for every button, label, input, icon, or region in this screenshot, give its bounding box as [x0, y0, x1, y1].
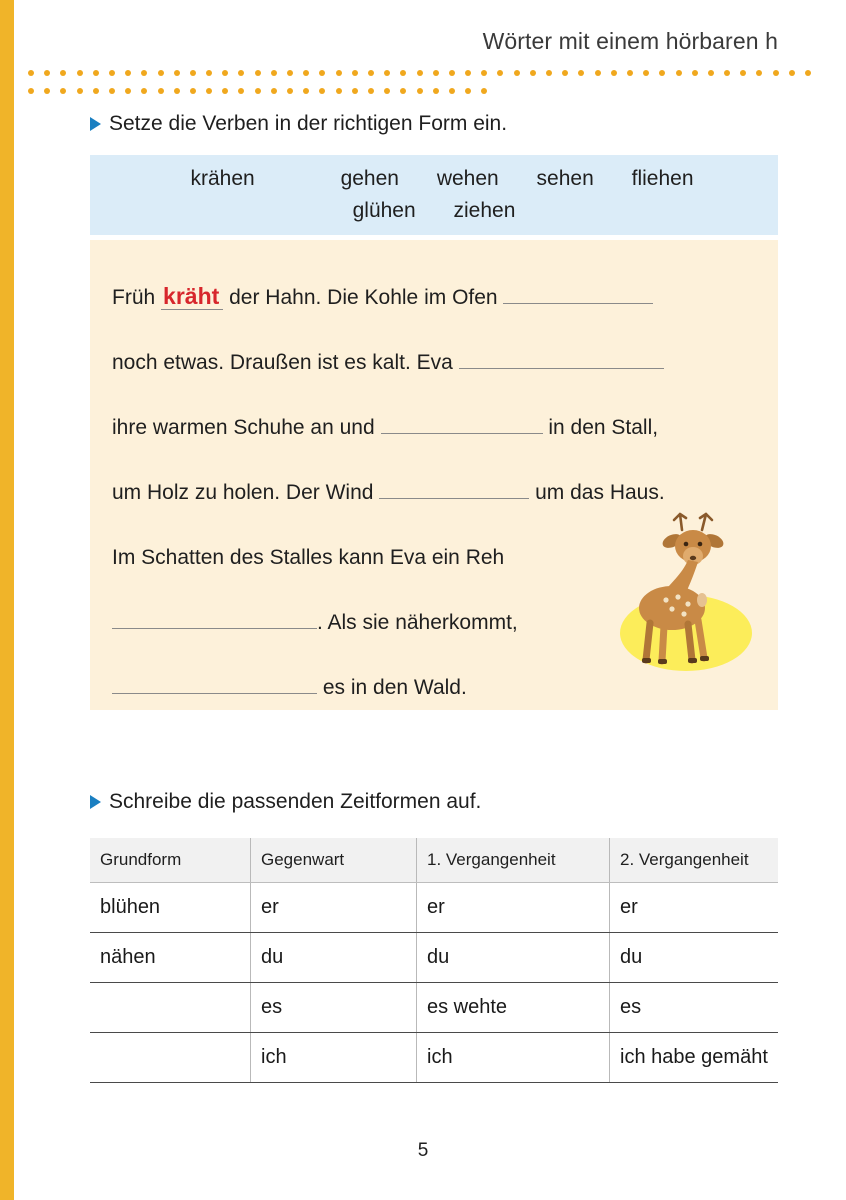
dot: [125, 70, 131, 76]
dot: [44, 70, 50, 76]
dot: [449, 88, 455, 94]
dot: [595, 70, 601, 76]
cloze-textbox: [90, 240, 778, 710]
word-fliehen[interactable]: fliehen: [631, 167, 694, 190]
dot: [174, 70, 180, 76]
dot: [708, 70, 714, 76]
cloze-segment-2: der Hahn. Die Kohle im Ofen: [229, 286, 498, 309]
column-header-2-vergangenheit: 2. Vergangenheit: [610, 838, 779, 883]
word-ziehen[interactable]: ziehen: [453, 199, 516, 222]
dot: [303, 70, 309, 76]
dot: [109, 88, 115, 94]
dot: [805, 70, 811, 76]
dot: [44, 88, 50, 94]
dot: [77, 88, 83, 94]
cell-2-vergangenheit[interactable]: es: [610, 983, 779, 1033]
deer-icon: [610, 508, 760, 678]
cell-2-vergangenheit[interactable]: er: [610, 883, 779, 933]
tenses-table: [90, 838, 778, 1083]
word-wehen[interactable]: wehen: [436, 167, 499, 190]
cloze-segment-4: ihre warmen Schuhe an und: [112, 416, 375, 439]
dotted-divider: [28, 70, 826, 76]
page-number: 5: [417, 1140, 429, 1161]
word-krähen-struck[interactable]: [175, 167, 303, 191]
dot: [433, 88, 439, 94]
dot: [60, 88, 66, 94]
cell-2-vergangenheit[interactable]: ich habe gemäht: [610, 1033, 779, 1083]
dot: [724, 70, 730, 76]
dot: [465, 88, 471, 94]
dot: [255, 88, 261, 94]
dot: [60, 70, 66, 76]
dot: [384, 88, 390, 94]
dot: [643, 70, 649, 76]
dot: [141, 88, 147, 94]
cloze-blank-5[interactable]: [112, 604, 317, 629]
table-header: [90, 838, 778, 883]
cell-1-vergangenheit[interactable]: ich: [417, 1033, 610, 1083]
triangle-bullet-icon: [90, 795, 101, 809]
table-body: [90, 883, 778, 1083]
dot: [222, 88, 228, 94]
dot: [319, 88, 325, 94]
dot: [255, 70, 261, 76]
dot: [287, 70, 293, 76]
dot: [174, 88, 180, 94]
cell-gegenwart[interactable]: er: [251, 883, 417, 933]
dot: [514, 70, 520, 76]
cloze-segment-8: Im Schatten des Stalles kann Eva ein Reh: [112, 546, 505, 569]
cloze-segment-3: noch etwas. Draußen ist es kalt. Eva: [112, 351, 453, 374]
page-title: Wörter mit einem hörbaren h: [482, 28, 778, 54]
task-2-label: Schreibe die passenden Zeitformen auf.: [109, 790, 482, 813]
cloze-segment-1: Früh: [112, 286, 156, 309]
dot: [497, 70, 503, 76]
dot: [336, 70, 342, 76]
triangle-bullet-icon: [90, 117, 101, 131]
task-1: [90, 112, 507, 136]
dot: [238, 88, 244, 94]
dot: [578, 70, 584, 76]
table-row: [90, 883, 778, 933]
column-header-1-vergangenheit: 1. Vergangenheit: [417, 838, 610, 883]
word-label: krähen: [190, 167, 255, 190]
cell-gegenwart[interactable]: du: [251, 933, 417, 983]
dot: [190, 70, 196, 76]
dot: [319, 70, 325, 76]
dot: [141, 70, 147, 76]
dot: [773, 70, 779, 76]
dot: [400, 70, 406, 76]
cloze-blank-2[interactable]: [459, 344, 664, 369]
dot: [368, 88, 374, 94]
dot: [238, 70, 244, 76]
dot: [384, 70, 390, 76]
dot: [546, 70, 552, 76]
dot: [692, 70, 698, 76]
dot: [206, 70, 212, 76]
dot: [352, 88, 358, 94]
cloze-blank-6[interactable]: [112, 669, 317, 694]
dot: [303, 88, 309, 94]
cell-1-vergangenheit[interactable]: es wehte: [417, 983, 610, 1033]
deer-illustration: [610, 508, 760, 678]
dot: [789, 70, 795, 76]
dot: [336, 88, 342, 94]
word-bank: [90, 155, 778, 235]
table-row: [90, 933, 778, 983]
dot: [400, 88, 406, 94]
cloze-answer-filled[interactable]: kräht: [161, 283, 223, 310]
dot: [740, 70, 746, 76]
dot: [465, 70, 471, 76]
dot: [481, 88, 487, 94]
cloze-segment-10: es in den Wald.: [322, 676, 467, 699]
dot: [627, 70, 633, 76]
dot: [562, 70, 568, 76]
cloze-segment-9: . Als sie näherkommt,: [317, 611, 518, 634]
cell-grundform[interactable]: [90, 983, 251, 1033]
table-header-row: [90, 838, 778, 883]
cell-1-vergangenheit[interactable]: er: [417, 883, 610, 933]
dot: [756, 70, 762, 76]
cell-grundform[interactable]: nähen: [90, 933, 251, 983]
dot: [158, 70, 164, 76]
dot: [611, 70, 617, 76]
dot: [190, 88, 196, 94]
dot: [417, 88, 423, 94]
dot: [417, 70, 423, 76]
column-header-gegenwart: Gegenwart: [251, 838, 417, 883]
dot: [368, 70, 374, 76]
dot: [271, 88, 277, 94]
dot: [125, 88, 131, 94]
cloze-blank-3[interactable]: [381, 409, 543, 434]
cloze-blank-1[interactable]: [503, 279, 653, 304]
dot: [28, 88, 34, 94]
dot: [93, 70, 99, 76]
dot: [77, 70, 83, 76]
word-sehen[interactable]: sehen: [536, 167, 594, 190]
word-gehen[interactable]: gehen: [340, 167, 399, 190]
dot: [659, 70, 665, 76]
dot: [109, 70, 115, 76]
cell-gegenwart[interactable]: ich: [251, 1033, 417, 1083]
dot: [481, 70, 487, 76]
cloze-segment-7: um das Haus.: [535, 481, 665, 504]
cell-1-vergangenheit[interactable]: du: [417, 933, 610, 983]
dot: [530, 70, 536, 76]
task-2: [90, 790, 481, 814]
dot: [93, 88, 99, 94]
column-header-grundform: Grundform: [90, 838, 251, 883]
word-bank-row-1: [90, 167, 778, 191]
dot: [449, 70, 455, 76]
dot: [158, 88, 164, 94]
cloze-blank-4[interactable]: [379, 474, 529, 499]
cell-2-vergangenheit[interactable]: du: [610, 933, 779, 983]
dot: [28, 70, 34, 76]
table-row: [90, 983, 778, 1033]
cell-gegenwart[interactable]: es: [251, 983, 417, 1033]
dot: [271, 70, 277, 76]
dot: [433, 70, 439, 76]
word-bank-row-2: [90, 199, 778, 223]
cell-grundform[interactable]: [90, 1033, 251, 1083]
dot: [222, 70, 228, 76]
dot: [206, 88, 212, 94]
cloze-segment-5: in den Stall,: [548, 416, 659, 439]
left-accent-bar: [0, 0, 14, 1200]
cell-grundform[interactable]: blühen: [90, 883, 251, 933]
dot: [287, 88, 293, 94]
dot: [676, 70, 682, 76]
word-glühen[interactable]: glühen: [352, 199, 416, 222]
dot: [352, 70, 358, 76]
task-1-label: Setze die Verben in der richtigen Form ein.: [109, 112, 508, 135]
table-row: [90, 1033, 778, 1083]
cloze-segment-6: um Holz zu holen. Der Wind: [112, 481, 374, 504]
